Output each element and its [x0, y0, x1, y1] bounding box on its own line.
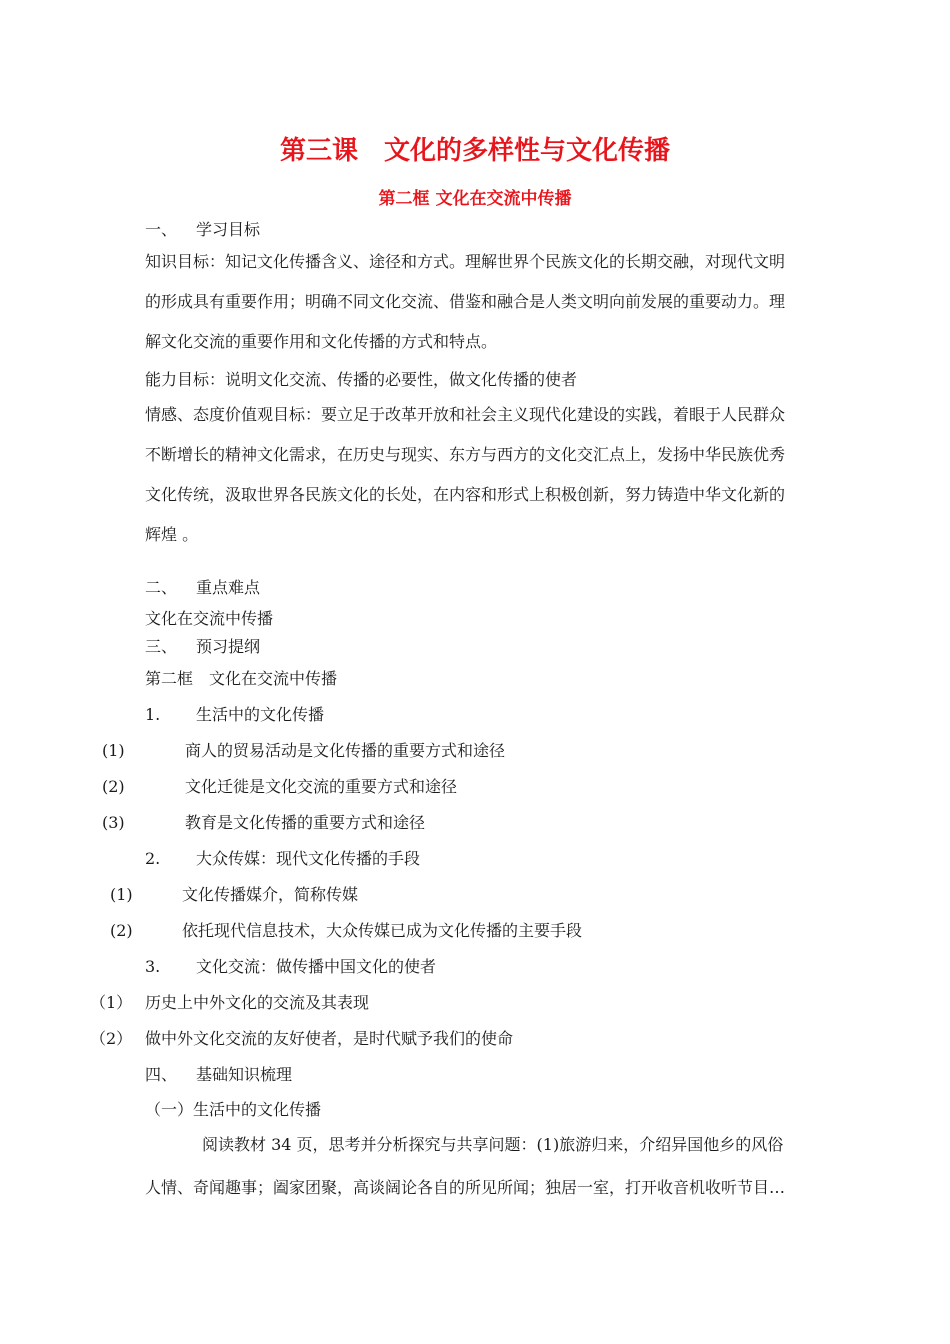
section-3-number: 三、	[145, 637, 178, 656]
item-3-number: 3.	[145, 957, 161, 976]
section-3-heading: 预习提纲	[196, 637, 261, 656]
section-2-number: 二、	[145, 578, 178, 597]
text-line: 情感、态度价值观目标：要立足于改革开放和社会主义现代化建设的实践，着眼于人民群众	[145, 405, 786, 424]
text-line: 文化传统，汲取世界各民族文化的长处，在内容和形式上积极创新，努力铸造中华文化新的	[145, 485, 786, 504]
knowledge-goal-paragraph	[145, 251, 817, 371]
item-3-heading: 文化交流：做传播中国文化的使者	[196, 957, 437, 976]
section-4-subheading: （一）生活中的文化传播	[145, 1100, 322, 1119]
frame-heading: 第二框 文化在交流中传播	[145, 669, 338, 688]
item-3-sub-2-number: （2）	[90, 1029, 133, 1048]
item-1-sub-1-number: (1)	[102, 741, 125, 760]
text-line: 的形成具有重要作用；明确不同文化交流、借鉴和融合是人类文明向前发展的重要动力。理	[145, 292, 786, 311]
item-1-sub-1-text: 商人的贸易活动是文化传播的重要方式和途径	[185, 741, 506, 760]
item-2-sub-2-text: 依托现代信息技术，大众传媒已成为文化传播的主要手段	[182, 921, 583, 940]
text-line: 辉煌 。	[145, 525, 199, 544]
emotion-goal-paragraph	[145, 404, 817, 564]
text-line: 知识目标：知记文化传播含义、途径和方式。理解世界个民族文化的长期交融，对现代文明	[145, 252, 786, 271]
item-3-sub-1-text: 历史上中外文化的交流及其表现	[145, 993, 370, 1012]
section-2-heading: 重点难点	[196, 578, 261, 597]
section-1-heading: 学习目标	[196, 220, 261, 239]
item-2-number: 2.	[145, 849, 161, 868]
item-1-sub-3-number: (3)	[102, 813, 125, 832]
item-1-sub-2-number: (2)	[102, 777, 125, 796]
ability-goal: 能力目标：说明文化交流、传播的必要性，做文化传播的使者	[145, 370, 578, 389]
item-2-heading: 大众传媒：现代文化传播的手段	[196, 849, 421, 868]
reading-line-1: 阅读教材 34 页，思考并分析探究与共享问题：(1)旅游归来，介绍异国他乡的风俗	[202, 1135, 784, 1154]
item-3-sub-2-text: 做中外文化交流的友好使者，是时代赋予我们的使命	[145, 1029, 514, 1048]
item-2-sub-1-text: 文化传播媒介，简称传媒	[182, 885, 359, 904]
text-line: 解文化交流的重要作用和文化传播的方式和特点。	[145, 332, 498, 351]
section-4-number: 四、	[145, 1065, 178, 1084]
text-line: 不断增长的精神文化需求，在历史与现实、东方与西方的文化交汇点上，发扬中华民族优秀	[145, 445, 786, 464]
item-2-sub-1-number: (1)	[110, 885, 133, 904]
item-1-sub-3-text: 教育是文化传播的重要方式和途径	[185, 813, 426, 832]
item-1-heading: 生活中的文化传播	[196, 705, 325, 724]
item-2-sub-2-number: (2)	[110, 921, 133, 940]
item-1-number: 1.	[145, 705, 161, 724]
item-3-sub-1-number: （1）	[90, 993, 133, 1012]
page-subtitle: 第二框 文化在交流中传播	[378, 189, 572, 209]
reading-line-2: 人情、奇闻趣事；阖家团聚，高谈阔论各自的所见所闻；独居一室，打开收音机收听节目…	[145, 1178, 786, 1197]
item-1-sub-2-text: 文化迁徙是文化交流的重要方式和途径	[185, 777, 458, 796]
key-point-text: 文化在交流中传播	[145, 609, 274, 628]
section-4-heading: 基础知识梳理	[196, 1065, 293, 1084]
page-title: 第三课 文化的多样性与文化传播	[279, 136, 670, 166]
section-1-number: 一、	[145, 220, 178, 239]
